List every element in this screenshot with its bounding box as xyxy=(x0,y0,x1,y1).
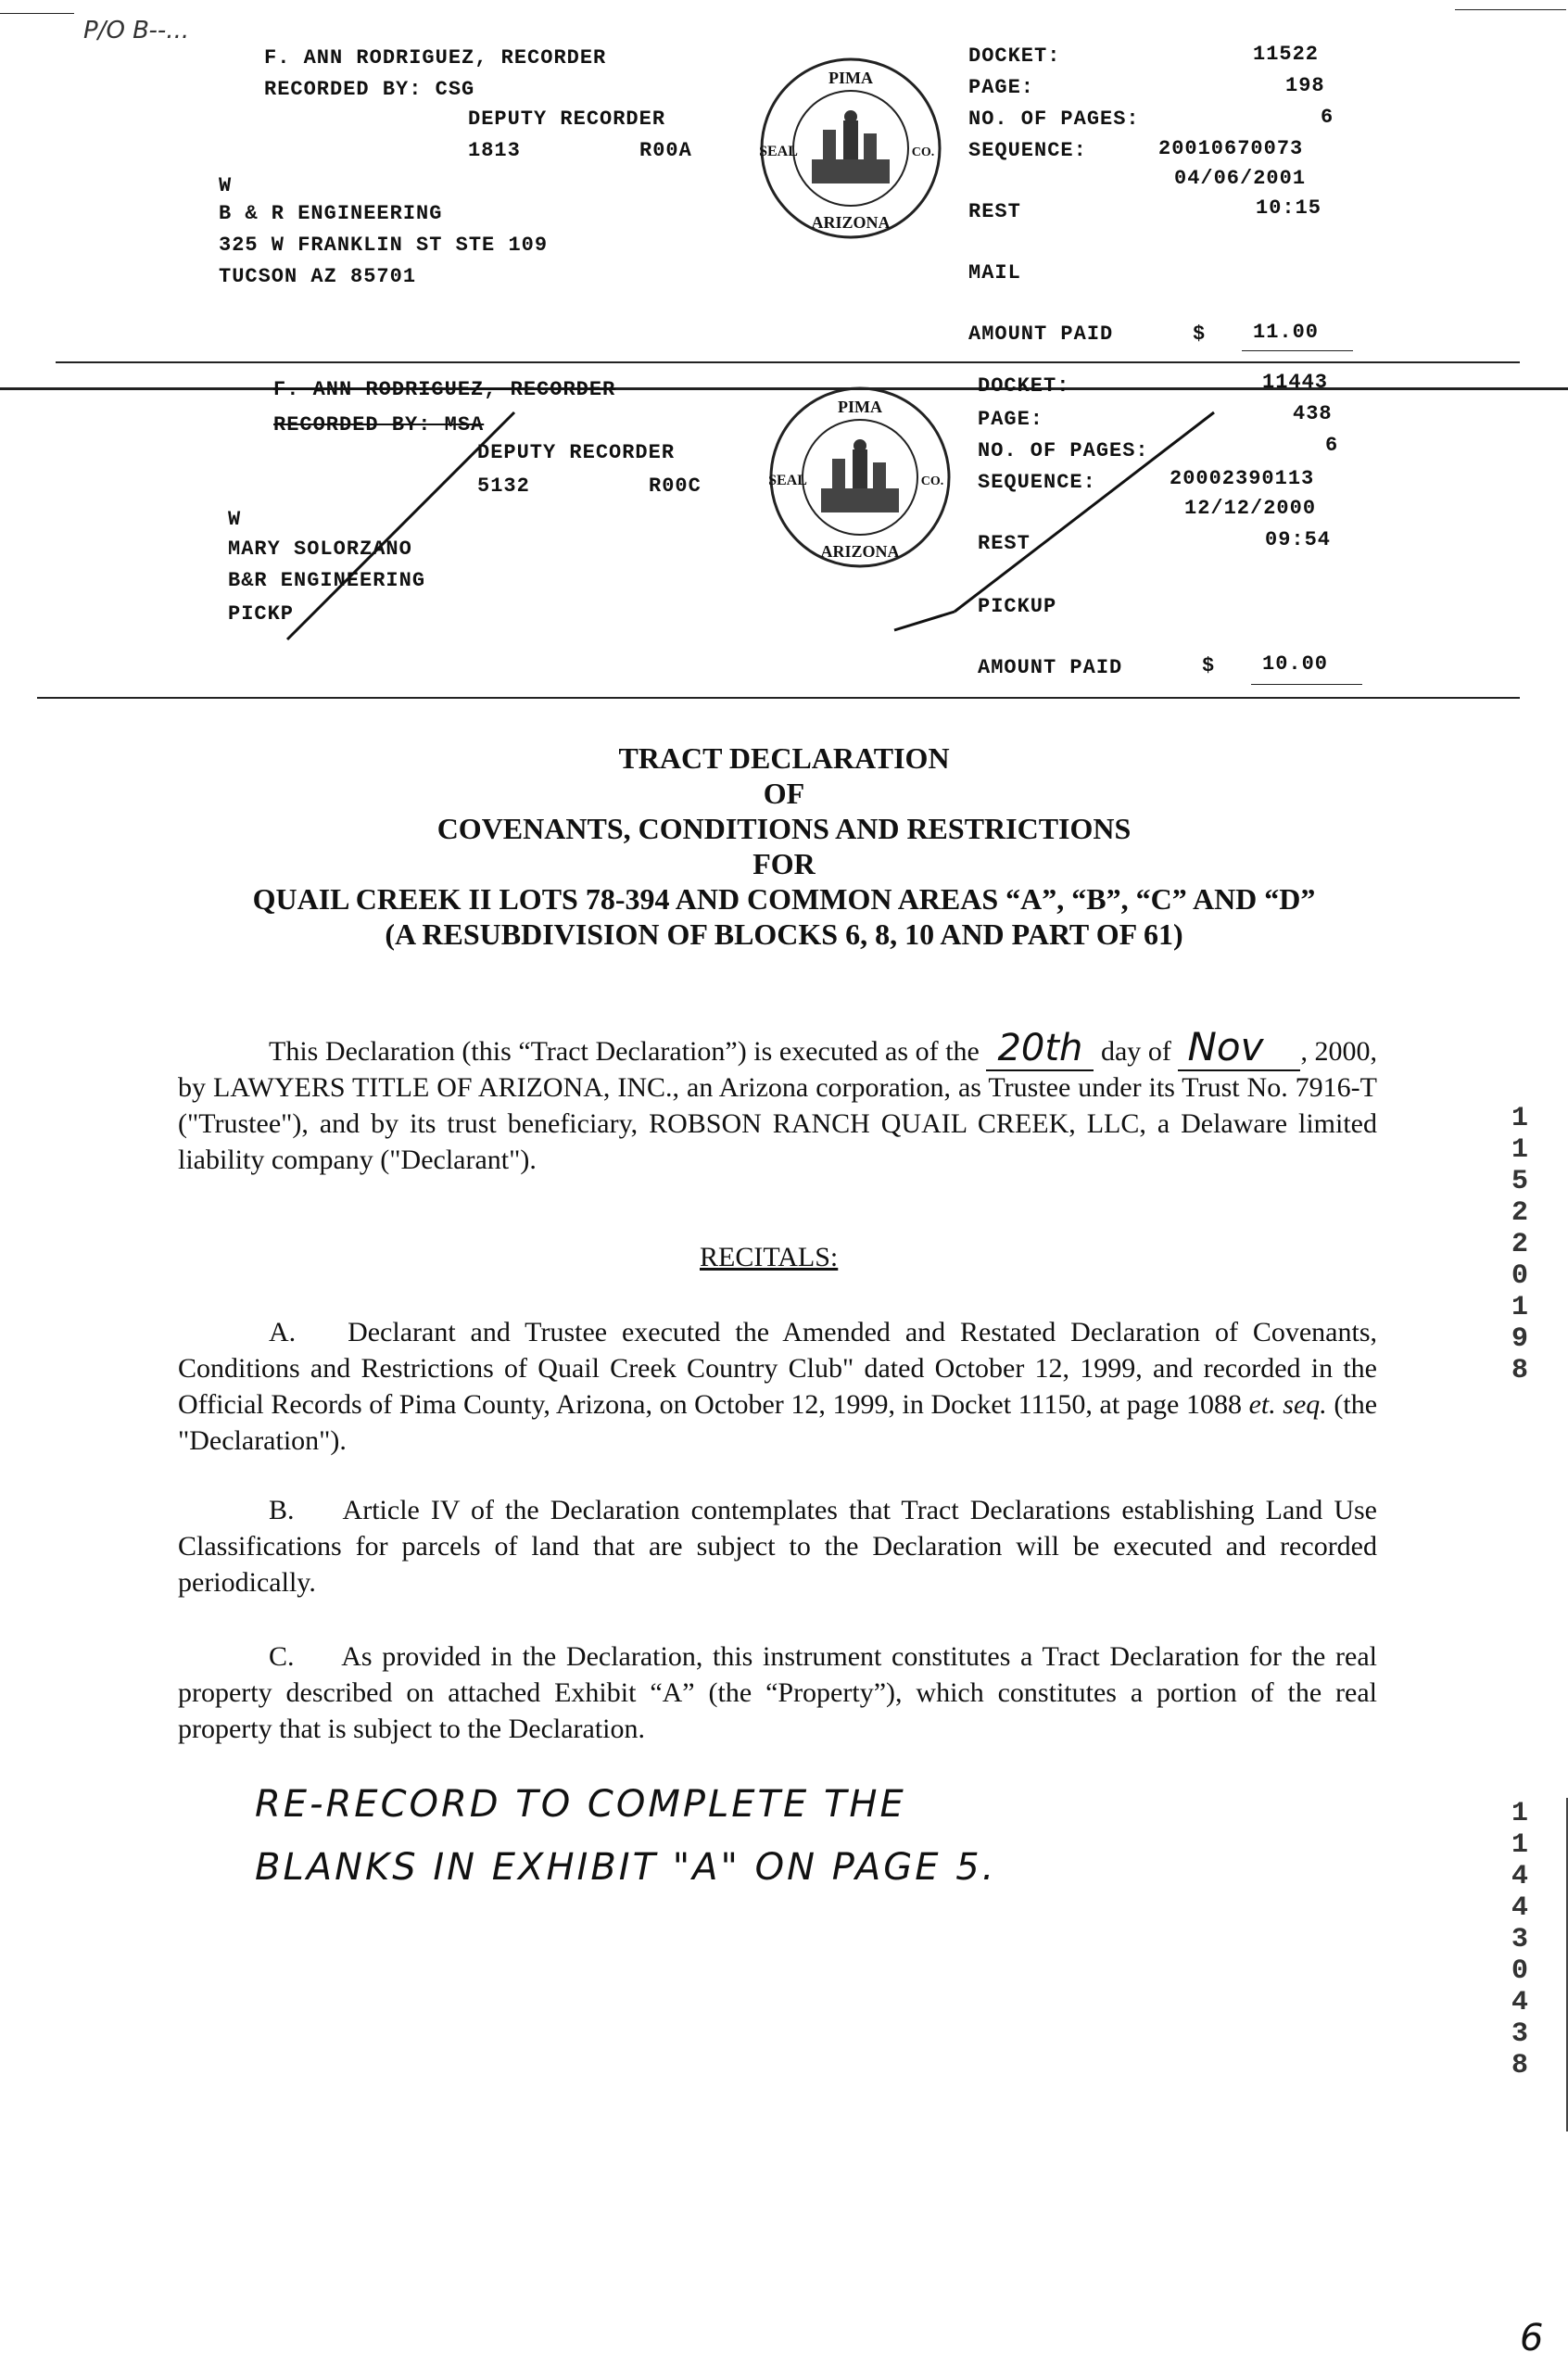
stamp2-docket: 11443 xyxy=(1262,371,1329,394)
stamp2-pages-label: NO. OF PAGES: xyxy=(978,439,1149,462)
title-line: (A RESUBDIVISION OF BLOCKS 6, 8, 10 AND PART OF 61) xyxy=(385,917,1183,951)
intro-paragraph xyxy=(178,1024,1378,1178)
stamp2-address-line: PICKP xyxy=(228,602,295,626)
stamp2-time: 09:54 xyxy=(1265,528,1332,551)
title-line: QUAIL CREEK II LOTS 78-394 AND COMMON AREAS “A”, “B”, “C” AND “D” xyxy=(252,882,1316,916)
stamp2-deputy-num: 5132 xyxy=(477,474,530,498)
svg-text:ARIZONA: ARIZONA xyxy=(811,213,891,232)
stamp1-deputy-code: R00A xyxy=(639,139,692,162)
stamp2-deputy-code: R00C xyxy=(649,474,702,498)
handwritten-note-line: RE-RECORD TO COMPLETE THE xyxy=(255,1783,906,1826)
recitals-heading: RECITALS: xyxy=(700,1242,839,1272)
title-line: OF xyxy=(763,777,805,810)
stamp1-currency: $ xyxy=(1193,323,1207,346)
svg-text:CO.: CO. xyxy=(920,474,944,488)
recital-letter: C. xyxy=(269,1641,295,1672)
stamp2-w: W xyxy=(228,508,242,531)
stamp1-recorder: F. ANN RODRIGUEZ, RECORDER xyxy=(264,46,607,70)
stamp1-deputy: DEPUTY RECORDER xyxy=(468,108,666,131)
recital-b xyxy=(178,1492,1377,1600)
stamp1-amount: 11.00 xyxy=(1253,321,1320,344)
svg-text:PIMA: PIMA xyxy=(838,398,882,416)
stamp1-deputy-num: 1813 xyxy=(468,139,521,162)
stamp1-seq: 20010670073 xyxy=(1158,137,1304,160)
cancellation-strokes xyxy=(0,0,1568,704)
stamp1-docket-label: DOCKET: xyxy=(968,44,1061,68)
stamp2-pages: 6 xyxy=(1325,434,1339,457)
recital-text: Declarant and Trustee executed the Amended and Restated Declaration of Covenants, Conditions and Restrictions of Quail Creek Country Club" dated October 12, 1999, and recorded in the Official Records of Pima County, Arizona, on October 12, 1999, in Docket 11150, at page 1088 xyxy=(178,1317,1378,1420)
stamp2-amount-label: AMOUNT PAID xyxy=(978,656,1123,679)
top-scribble: P/O B--... xyxy=(83,17,190,44)
recital-a xyxy=(178,1314,1377,1459)
svg-text:CO.: CO. xyxy=(911,145,935,159)
svg-text:SEAL: SEAL xyxy=(768,473,807,488)
stamp1-docket: 11522 xyxy=(1253,43,1320,66)
intro-part1: This Declaration (this “Tract Declaration”) is executed as of the xyxy=(269,1036,980,1067)
intro-part2: day of xyxy=(1100,1036,1171,1067)
stamp1-recorded-by: RECORDED BY: CSG xyxy=(264,78,475,101)
recital-text: Article IV of the Declaration contemplates that Tract Declarations establishing Land Use Classifications for parcels of land that are subject to the Declaration will be executed and recorded periodically. xyxy=(178,1495,1377,1598)
recital-c xyxy=(178,1638,1377,1747)
title-line: COVENANTS, CONDITIONS AND RESTRICTIONS xyxy=(436,812,1132,845)
svg-text:ARIZONA: ARIZONA xyxy=(820,542,900,561)
margin-recording-number-upper: 11522 0198 xyxy=(1511,1103,1528,1386)
recital-tail: (the "Declaration"). xyxy=(178,1389,1378,1456)
handwritten-note-line: BLANKS IN EXHIBIT "A" ON PAGE 5. xyxy=(255,1846,997,1889)
stamp2-page: 438 xyxy=(1293,402,1333,425)
stamp2-recorder: F. ANN RODRIGUEZ, RECORDER xyxy=(273,378,616,401)
intro-month-handwritten: Nov xyxy=(1178,1024,1300,1071)
stamp2-docket-label: DOCKET: xyxy=(978,374,1070,398)
stamp1-pages-label: NO. OF PAGES: xyxy=(968,108,1140,131)
stamp2-page-label: PAGE: xyxy=(978,408,1044,431)
recital-letter: A. xyxy=(269,1317,297,1347)
stamp2-rest-label: REST xyxy=(978,532,1031,555)
stamp1-date: 04/06/2001 xyxy=(1174,167,1307,190)
stamp1-address-line: 325 W FRANKLIN ST STE 109 xyxy=(219,234,549,257)
stamp1-mail: MAIL xyxy=(968,261,1021,285)
title-line: FOR xyxy=(752,847,816,880)
stamp2-address-line: B&R ENGINEERING xyxy=(228,569,426,592)
recital-text: As provided in the Declaration, this instrument constitutes a Tract Declaration for the real property described on attached Exhibit “A” (the “Property”), which constitutes a portion of the real property that is subject to the Declaration. xyxy=(178,1641,1377,1744)
svg-text:PIMA: PIMA xyxy=(828,69,873,87)
stamp1-address-line: TUCSON AZ 85701 xyxy=(219,265,417,288)
stamp1-time: 10:15 xyxy=(1256,196,1322,220)
title-line: TRACT DECLARATION xyxy=(618,741,950,775)
stamp2-date: 12/12/2000 xyxy=(1184,497,1317,520)
svg-text:SEAL: SEAL xyxy=(759,144,798,159)
stamp1-pages: 6 xyxy=(1321,106,1334,129)
intro-part3: , 2000, by LAWYERS TITLE OF ARIZONA, INC., an Arizona corporation, as Trustee under its Trust No. 7916-T ("Trustee"), and by its trust beneficiary, ROBSON RANCH QUAIL CREEK, LLC, a Delaware limited liability company ("Declarant"). xyxy=(178,1036,1378,1175)
stamp2-bottom-rule xyxy=(37,697,1520,699)
margin-recording-number-lower: 11443 0438 xyxy=(1511,1798,1528,2081)
stamp2-currency: $ xyxy=(1202,654,1216,677)
stamp1-rest-label: REST xyxy=(968,200,1021,223)
stamp2-address-line: MARY SOLORZANO xyxy=(228,538,412,561)
stamp2-seq: 20002390113 xyxy=(1170,467,1315,490)
stamp1-amount-label: AMOUNT PAID xyxy=(968,323,1114,346)
stamp1-seq-label: SEQUENCE: xyxy=(968,139,1087,162)
stamp2-deputy: DEPUTY RECORDER xyxy=(477,441,676,464)
stamp2-recorded-by: RECORDED BY: MSA xyxy=(273,413,485,436)
stamp1-address-line: B & R ENGINEERING xyxy=(219,202,443,225)
recital-letter: B. xyxy=(269,1495,295,1525)
intro-day-handwritten: 20th xyxy=(986,1027,1094,1071)
stamp1-page: 198 xyxy=(1285,74,1325,97)
stamp2-pickup: PICKUP xyxy=(978,595,1057,618)
page-mark-handwritten: 6 xyxy=(1520,2317,1544,2359)
stamp2-amount: 10.00 xyxy=(1262,652,1329,676)
stamp1-page-label: PAGE: xyxy=(968,76,1035,99)
stamp2-seq-label: SEQUENCE: xyxy=(978,471,1096,494)
recital-italic: et. seq. xyxy=(1248,1389,1327,1420)
stamp1-w: W xyxy=(219,174,233,197)
